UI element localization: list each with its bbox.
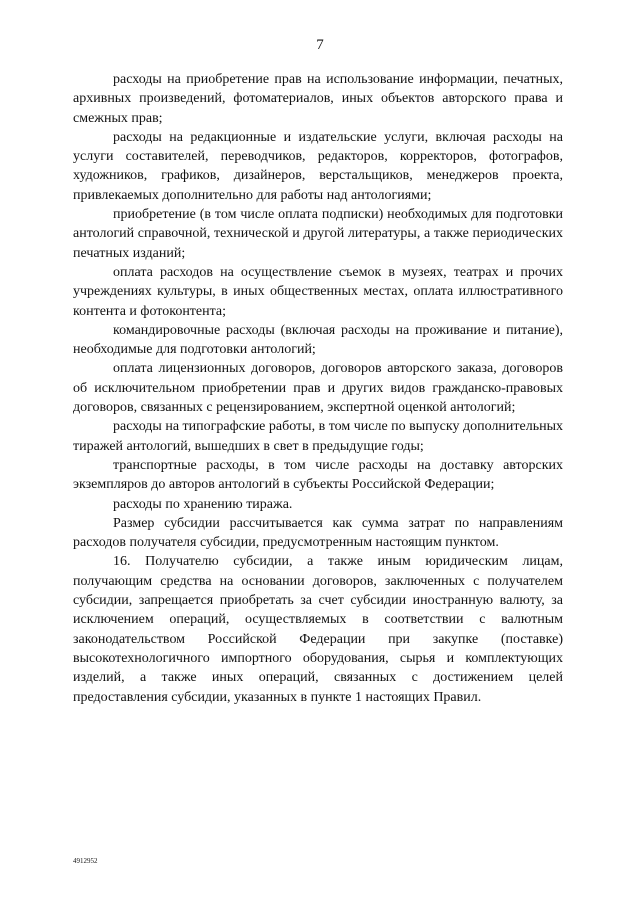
paragraph-travel-expenses: командировочные расходы (включая расходы на проживание и питание), необходимые для подготовки антологий; [73, 322, 563, 358]
paragraph-storage: расходы по хранению тиража. [113, 496, 293, 512]
paragraph-subsidy-amount: Размер субсидии рассчитывается как сумма затрат по направлениям расходов получателя субсидии, предусмотренным настоящим пунктом. [73, 515, 563, 551]
document-body [73, 70, 563, 707]
paragraph-editorial-services: расходы на редакционные и издательские услуги, включая расходы на услуги составителей, переводчиков, редакторов, корректоров, фотографов, художников, графиков, дизайнеров, верстальщиков, менеджеров проекта, привлекаемых дополнительно для работы над антологиями; [73, 129, 563, 203]
paragraph-item-16: 16. Получателю субсидии, а также иным юридическим лицам, получающим средства на основании договоров, заключенных с получателем субсидии, запрещается приобретать за счет субсидии иностранную валюту, за исключением операций, осуществляемых в соответствии с валютным законодательством Российской Федерации при закупке (поставке) высокотехнологичного импортного оборудования, сырья и комплектующих изделий, а также иных операций, связанных с достижением целей предоставления субсидии, указанных в пункте 1 настоящих Правил. [73, 554, 563, 705]
paragraph-license-agreements: оплата лицензионных договоров, договоров авторского заказа, договоров об исключительном приобретении прав и других видов гражданско-правовых договоров, связанных с рецензированием, экспертной оценкой антологий; [73, 361, 563, 416]
paragraph-transport-expenses: транспортные расходы, в том числе расходы на доставку авторских экземпляров до авторов антологий в субъекты Российской Федерации; [73, 457, 563, 493]
page-number: 7 [316, 37, 324, 53]
paragraph-filming-costs: оплата расходов на осуществление съемок в музеях, театрах и прочих учреждениях культуры, в иных общественных местах, оплата иллюстративного контента и фотоконтента; [73, 264, 563, 319]
paragraph-rights-acquisition: расходы на приобретение прав на использование информации, печатных, архивных произведений, фотоматериалов, иных объектов авторского права и смежных прав; [73, 72, 563, 126]
paragraph-printing-works: расходы на типографские работы, в том числе по выпуску дополнительных тиражей антологий, вышедших в свет в предыдущие годы; [73, 419, 563, 454]
document-code: 4912952 [73, 857, 98, 865]
paragraph-literature-acquisition: приобретение (в том числе оплата подписки) необходимых для подготовки антологий справочной, технической и другой литературы, а также периодических печатных изданий; [73, 207, 563, 261]
